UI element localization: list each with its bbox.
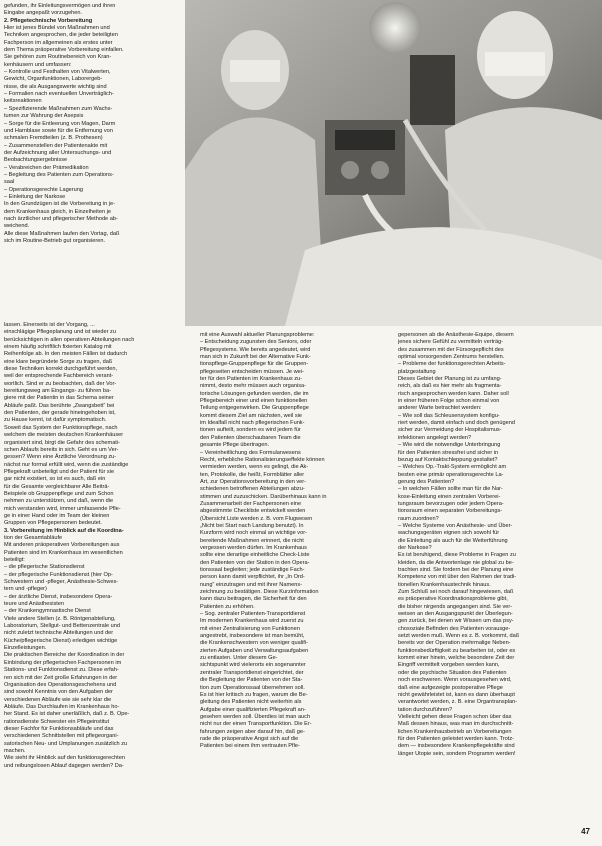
text-line: Pflegekraft unbeteiligt und der Patient für sie (4, 468, 115, 475)
text-line: – Probleme der funktionsgerechten Arbeits- (398, 361, 506, 368)
text-line: Patienten sind im Krankenhaus im wesentlichen (4, 549, 123, 556)
text-line: Pflegesystems. Wie bereits angedeutet, wird (200, 346, 311, 353)
text-line: sollte eine derartige einheitliche Check-Liste (200, 552, 310, 559)
text-line: – In welchen Fällen sollte man für die Nar- (398, 486, 503, 493)
text-line: Organisation des Operationsgeschehens und (4, 681, 117, 688)
text-line: verantwortet werden, z. B. eine Organtransplan- (398, 699, 518, 706)
text-line: zeichnung zu bestätigen. Diese Kurzinformation (200, 589, 319, 596)
text-line: tungsraum bevorzugen oder jedem Opera- (398, 500, 504, 507)
text-line: Zum Schluß sei noch darauf hingewiesen, daß (398, 589, 514, 596)
text-line: – Verabreichen der Prämedikation (4, 164, 89, 171)
text-line: Aufgabe einer qualifizierten Pflegekraft an- (200, 706, 306, 713)
text-line: Stations- und Funktionsdienst zu. Diese erfah- (4, 667, 119, 674)
text-line: – der ärztliche Dienst, insbesondere Opera- (4, 593, 113, 600)
text-line: Zusammenarbeit der Fachpersonen eine (200, 500, 302, 507)
text-line: Vielleicht gehen diese Fragen schon über das (398, 713, 512, 720)
text-line: gerung des Patienten? (398, 478, 455, 485)
text-line: kommt einer hinein, welche besondere Zeit der (398, 655, 515, 662)
text-line: die bisher nirgends angegangen sind. Sie ver- (398, 603, 513, 610)
text-line: nicht gewährleistet ist, kann es dann überhaupt (398, 691, 515, 698)
text-line: der Narkose? (398, 544, 432, 551)
text-line: Patienten bei einem ihm vertrauten Pfle- (200, 743, 300, 750)
text-line: – Vereinheitlichung des Formularwesens (200, 449, 301, 456)
text-line: Eingriff vermittelt vorgeben werden kann, (398, 662, 500, 669)
text-line: verschiedenen Schnittstellen mit pflegeorgani- (4, 733, 119, 740)
text-line: und Harnblase sowie für die Entfernung von (4, 127, 113, 134)
text-column-right (398, 332, 594, 834)
text-line: tion zum Operationssaal übernehmen soll. (200, 684, 305, 691)
text-line: mit eine Auswahl aktueller Planungsprobleme: (200, 332, 315, 338)
text-line: Eingabe angepaßt vorzugehen. (4, 10, 83, 17)
text-line: In den Grundzügen ist die Vorbereitung in je- (4, 201, 116, 208)
text-line: tion der Gesamtabläufe (4, 534, 63, 541)
text-line: – Wie soll das Schleusensystem konfigu- (398, 412, 500, 419)
text-line: – Kontrolle und Festhalten von Vitalwerten, (4, 69, 111, 76)
text-line: gesehen werden soll. Überdies ist man auch (200, 713, 311, 720)
text-line: teure und Anästhesisten (4, 601, 65, 608)
text-line: – Welche Systeme von Anästhesie- und Über- (398, 522, 513, 529)
text-line: infektionen angelegt werden? (398, 434, 472, 441)
text-line: nächst nur formal erfüllt wird, wenn die zuständige (4, 461, 129, 468)
text-line: optimal vorsorgenden Zentrums herstellen. (398, 354, 505, 361)
text-line: funktionsbedürftigkeit zu bearbeiten ist, oder es (398, 647, 516, 654)
text-line: abgestimmte Checkliste entwickelt werden (200, 508, 306, 515)
text-line: die Krankenschwestern von weniger qualifi- (200, 640, 308, 647)
text-line: Es ist beruhigend, diese Probleme in Fragen zu (398, 552, 516, 559)
text-line: gar nicht existiert, so ist es auch, daß ein (4, 476, 106, 483)
text-column-left-top (4, 3, 182, 317)
page-number: 47 (581, 827, 590, 836)
text-line: den Patienten von der Station in den Opera- (200, 559, 310, 566)
text-line: ren sich mit der Zeit große Erfahrungen in der (4, 674, 118, 681)
operating-room-photo (185, 0, 602, 326)
text-line: stimmen und zuzuschicken. Darüberhinaus kann in (200, 493, 327, 500)
text-line: keitsreaktionen (4, 98, 42, 105)
text-line: riert werden, damit einfach und doch genügend (398, 420, 515, 427)
text-line: nach ärztlicher und pflegerischer Methode ab- (4, 215, 118, 222)
text-line: jenes sichere Gefühl zu vermitteln verträg- (398, 339, 504, 346)
text-line: Patienten zu erhöhen. (200, 603, 255, 610)
text-line: nimmt, desto mehr müssen auch organisa- (200, 383, 307, 390)
text-line: vergessen werden dürfen. Im Krankenhaus (200, 544, 307, 551)
text-line: – Formalien nach eventuellen Unverträglich- (4, 91, 114, 98)
text-line: – Einleitung der Narkose (4, 193, 66, 200)
text-line: raum zuordnen? (398, 515, 439, 522)
text-line: – Entscheidung zugunsten des Seniors, oder (200, 339, 312, 346)
text-line: die Begleitung der Patienten von der Sta- (200, 677, 303, 684)
text-line: schiedenen betroffenen Abteilungen abzu- (200, 486, 305, 493)
text-line: bezug auf Kontaktschleppung gestaltet? (398, 456, 498, 463)
text-line: einem häufig schriftlich fixierten Katalog mit (4, 344, 112, 351)
text-line: Im modernen Krankenhaus wird zuerst zu (200, 618, 304, 625)
text-line: Kurzform wird noch einmal an wichtige vor- (200, 530, 307, 537)
text-line: (Übersicht Liste werden z. B. vom Flugwesen (200, 515, 313, 522)
text-line: länger Utopie sein, sondern Programm werden! (398, 750, 516, 757)
text-line: man sich in Zukunft bei der Alternative Funk- (200, 354, 311, 361)
text-line: anderer Warte betrachtet werden: (398, 405, 482, 412)
text-line: tionssaal begleiten; jede zuständige Fach- (200, 567, 305, 573)
text-line: tionen aufteilt, sondern es wird jedem für (200, 427, 301, 434)
text-line: Abläufe. Das Durchlaufen im Krankenhaus ho- (4, 703, 120, 710)
text-line: Alle diese Maßnahmen laufen den Vortag, daß (4, 230, 120, 237)
text-column-middle (200, 332, 380, 844)
text-line: Kompetenz von mit über den Rahmen der tradi- (398, 574, 517, 581)
text-line: angestrebt, insbesondere ist man bemüht, (200, 633, 305, 640)
text-line: verschiedenen Abläufe wie sie sehr klar die (4, 696, 112, 703)
text-line: reich, als daß es hier mehr als fragmenta- (398, 383, 502, 390)
text-line: Beobachtungsergebnisse (4, 157, 68, 164)
text-line: den Patienten, der gerade hineingehoben ist, (4, 410, 116, 417)
text-line: Recht, erhebliche Rationalisierungseffekte können (200, 456, 325, 463)
text-line: setzt werden muß. Wenn es z. B. vorkommt, daß (398, 633, 520, 640)
text-line: daß eine aufgezeigte postoperative Pflege (398, 684, 503, 691)
text-line: „Nicht bei Start nach Landung benutzt). In (200, 522, 304, 529)
text-line: sichtspunkt wird vielerorts ein sogenannter (200, 662, 306, 669)
text-line: – der Krankengymnastische Dienst (4, 608, 91, 615)
text-line: person kann damit verpflichtet, ihr „In Ord- (200, 574, 305, 581)
text-line: im Idealfall nicht nach pflegerischen Funk- (200, 420, 305, 427)
text-line: der Aufzeichnung aller Untersuchungs- und (4, 149, 112, 156)
text-line: tumen zur Wahrung der Asepsis (4, 113, 84, 120)
text-line: – Zusammenstellen der Patientenakte mit (4, 142, 108, 149)
text-line: – Sog. zentraler Patienten-Transportdienst (200, 611, 306, 618)
text-line: tionsraum einen separaten Vorbereitungs- (398, 508, 503, 515)
text-line: vermieden werden, wenn es gelingt, die Ak- (200, 464, 309, 471)
text-line: für die Gesamte vergleichbarer Alle Beiträ- (4, 483, 110, 490)
text-line: nung“ einzutragen und mit ihrer Namens- (200, 581, 302, 588)
text-line: organisiert sind, birgt die Gefahr des schemati- (4, 439, 120, 446)
text-line: sicher zur Vermeidung der Hospitalismus- (398, 427, 502, 434)
text-line: zu entlasten. Unter diesem Ge- (200, 655, 278, 662)
text-line: rade die präoperative Angst sich auf die (200, 735, 299, 742)
text-line: Fachperson im allgemeinen als erstes unter (4, 39, 113, 46)
text-line: satorischen Neu- und Umplanungen zusätzlich zu (4, 740, 128, 747)
text-line: ter für den Patienten im Krankenhaus zu- (200, 376, 302, 383)
text-line: – Welches Op.-Trakt-System ermöglicht am (398, 464, 507, 471)
text-line: dem — insbesondere Krankenpflegekräfte sind (398, 743, 515, 750)
text-line: Es ist hier kritisch zu fragen, warum die Be- (200, 691, 308, 698)
text-line: Pflegebereich einer und einen funktionellen (200, 398, 308, 405)
text-line: Beispiele ob Gruppenpflege und zum Schon (4, 490, 114, 497)
text-line: kenhäusern und umfassen: (4, 61, 72, 68)
text-line: kann dazu beitragen, die Sicherheit für den (200, 596, 307, 603)
text-line: dem Thema präoperative Vorbereitung einfallen. (4, 47, 124, 54)
text-line: Maß dessen hinaus, was man im durchschnitt- (398, 721, 514, 728)
text-line: für den Patienten geleistet werden kann. Trotz- (398, 735, 514, 742)
text-line: Abläufe paßt. Das berührte „Zwangsbett“ bei (4, 402, 115, 409)
text-line: sich im Routine-Betrieb gut organisieren. (4, 238, 106, 244)
text-line: sind sowohl Kenntnis von den Aufgaben der (4, 689, 113, 696)
text-line: kommt diesem Ziel am nächsten, weil sie (200, 412, 302, 419)
text-line: dem Krankenhaus gleich, in Einzelheiten je (4, 208, 111, 215)
text-line: es präoperative Koordinationsprobleme gibt, (398, 596, 508, 603)
text-line: dieser Fachfor für Funktionsabläufe und das (4, 725, 114, 732)
text-line: torische Lösungen gefunden werden, die im (200, 390, 309, 397)
text-line: ge in einer Hand oder im Team der kleinen (4, 512, 110, 519)
text-line: mit einer Zentralisierung von Funktionen (200, 625, 300, 632)
text-line: gleitung des Patienten nicht weiterhin als (200, 699, 302, 706)
text-line: weichend. (4, 223, 30, 230)
text-line: – Spezifizierende Maßnahmen zum Wachs- (4, 105, 113, 112)
text-line: nehmen zu unterstützen, und daß, wenn die (4, 498, 114, 505)
text-line: tionellen Krankenhaustechnik hinaus. (398, 581, 491, 588)
text-line: – Sorge für die Entleerung von Magen, Darm (4, 120, 116, 127)
text-line: Teilung entgegenwirken. Die Gruppenpflege (200, 405, 309, 412)
text-line: Sie gehören zum Routinebereich von Kran- (4, 54, 112, 61)
text-line: und reibungslosen Ablauf dagegen werden? Da- (4, 762, 124, 769)
text-line: rationsdienste Schwester ein Pflegeinstitut (4, 718, 110, 725)
text-line: Viele andere Stellen (z. B. Röntgenabteilung, (4, 615, 116, 622)
text-line: her Stand. Es ist daher unerläßlich, daß z. B. Ope- (4, 711, 130, 718)
text-line: Einbindung der pflegerischen Fachpersonen im (4, 659, 122, 666)
text-line: diese Techniken korrekt durchgeführt werden, (4, 366, 118, 373)
photo-illustration (185, 0, 602, 326)
text-line: zu Hause kennt, ist dafür symptomatisch. (4, 417, 107, 424)
text-line: tation durchzuführen? (398, 706, 453, 713)
text-line: Hier ist jenes Bündel von Maßnahmen und (4, 25, 110, 32)
text-line: giere mit der Patientin in das Schema seiner (4, 395, 114, 402)
text-line: – Wie wird die notwendige Unterbringung (398, 442, 501, 449)
text-line: lichen Krankenhausbetrieb an Vorbereitungen (398, 728, 512, 735)
text-line: bereitungsweg am Eingangs- zu führen ba- (4, 388, 111, 395)
text-line: Soweit das System der Funktionspflege, nach (4, 424, 118, 431)
text-line: beteiligt: (4, 557, 25, 563)
text-line: – Operationsgerechte Lagerung (4, 186, 83, 193)
text-line: des zusammen mit der Fürsorgepflicht des (398, 346, 504, 353)
text-line: lassen. Einerseits ist der Vorgang, ... (4, 322, 95, 328)
text-line: die Einleitung als auch für die Weiterführung (398, 537, 508, 544)
text-line: wortlich. Sind er zu beobachten, daß der Vor- (4, 380, 117, 387)
text-line: nicht zuletzt technische Abteilungen und der (4, 630, 114, 637)
text-line: zentraler Transportdienst eingerichtet, der (200, 669, 304, 676)
text-line: den Patienten überschaubaren Team die (200, 434, 301, 441)
text-line: tionspflege-Gruppenpflege für die Gruppen- (200, 361, 309, 368)
text-line: chosoziale Befinden des Patienten vorausge- (398, 625, 511, 632)
text-line: 2. Pflegetechnische Vorbereitung (4, 17, 93, 24)
text-line: welchem die meisten deutschen Krankenhäuser (4, 432, 124, 439)
text-line: pflegeseiten entscheiden müssen. Je wei- (200, 368, 304, 375)
text-line: gen zurück, bei denen wir Wissen um das psy- (398, 618, 514, 625)
text-line: machen. (4, 747, 26, 754)
text-line: wachungsgeräten eignen sich sowohl für (398, 530, 500, 537)
text-line: Wie sieht ihr Hinblick auf den funktionsgerechten (4, 755, 125, 762)
text-line: weil der entsprechende Fachbereich verant- (4, 373, 114, 380)
text-line: zierten Aufgaben und Verwaltungsaufgaben (200, 647, 309, 654)
text-line: kose-Einleitung einen zentralen Vorberei- (398, 493, 501, 500)
text-line: in einer früheren Folge schon einmal von (398, 398, 500, 405)
text-line: gessen? Wenn eine Ärztliche Verordnung zu- (4, 454, 117, 461)
text-line: berücksichtigen in allen operativen Abteilungen nach (4, 336, 135, 343)
text-column-left (4, 322, 182, 842)
text-line: Schwestern und -pfleger, Anästhesie-Schwes- (4, 579, 119, 586)
text-line: schmalen Fremdteilen (z. B. Prothesen) (4, 135, 103, 142)
text-line: nicht nur der einen Transportfunktion. Die Er- (200, 721, 312, 728)
text-line: Reihenfolge ab. In den meisten Fällen ist dadurch (4, 351, 128, 358)
text-line: besten eine primär operationsgerechte La- (398, 471, 504, 478)
text-line: Einzelleistungen. (4, 645, 47, 652)
text-line: mich verstanden wird, immer umfassende Pfle- (4, 505, 121, 512)
text-line: einschlägige Pflegeplanung und ist wieder zu (4, 329, 116, 336)
text-line: gesamte Pflege übertragen. (200, 442, 270, 449)
text-line: 3. Vorbereitung im Hinblick auf die Koordina- (4, 527, 124, 534)
text-line: saal (4, 179, 15, 186)
text-line: tern und -pfleger) (4, 586, 47, 593)
text-line: platzgestaltung (398, 368, 436, 375)
text-line: gefunden, ihr Einleitungsvermögen und ihren (4, 3, 116, 9)
text-line: Laboratorium, Stellgut- und Bettenzentrale und (4, 623, 120, 630)
text-line: – der pflegerische Funktionsdienst (hier Op- (4, 571, 113, 578)
text-line: nisse, die als Ausgangswerte wichtig sind (4, 83, 107, 90)
text-line: für den Patienten stressfrei und sicher in (398, 449, 499, 456)
text-line: noch erschweren. Wenn vorausgesehen wird, (398, 677, 512, 684)
text-line: risch angesprochen werden kann. Daher soll (398, 390, 509, 397)
text-line: weisen an den Ausgangspunkt der Überlegun- (398, 611, 513, 618)
text-line: Gruppen von Pflegepersonen bedeutet. (4, 520, 102, 527)
text-line: Art, zur Operationsvorbereitung in den ver- (200, 478, 307, 485)
text-line: Mit anderen präoperativen Vorbereitungen aus (4, 542, 120, 549)
text-line: bereits vor der Operation mehrmalige Neben- (398, 640, 511, 647)
text-line: schen Ablaufs bereits in sich. Geht es um Ver- (4, 446, 119, 453)
text-line: – Begleitung des Patienten zum Operations- (4, 171, 114, 178)
text-line: ten, Protokolle, die heißt, Formblätter aller (200, 471, 305, 478)
text-line: oder die psychische Situation des Patienten (398, 669, 507, 676)
text-line: kleiden, da die Antwortenlage nie global zu be- (398, 559, 514, 566)
text-line: Dieses Gebiet der Planung ist zu umfang- (398, 376, 502, 383)
text-line: Die praktischen Bereiche der Koordination in der (4, 652, 125, 659)
text-line: Gewicht, Organfunktionen, Laborergeb- (4, 76, 103, 83)
text-line: Techniken angesprochen, die jeder beteiligten (4, 32, 118, 39)
text-line: bereitende Maßnahmen erinnert, die nicht (200, 537, 304, 544)
text-line: eine klare begründete Sorge zu tragen, daß (4, 358, 113, 365)
text-line: – die pflegerische Stationsdienst (4, 564, 85, 571)
text-line: gepersonen ab die Anästhesie-Equipe, diesem (398, 332, 514, 338)
text-line: fahrungen zeigen aber darauf hin, daß ge- (200, 728, 305, 735)
text-line: Küche/pflegerische Dienst) erledigen wichtige (4, 637, 118, 644)
text-line: trachten sind. Sie fordern bei der Planung eine (398, 567, 514, 573)
